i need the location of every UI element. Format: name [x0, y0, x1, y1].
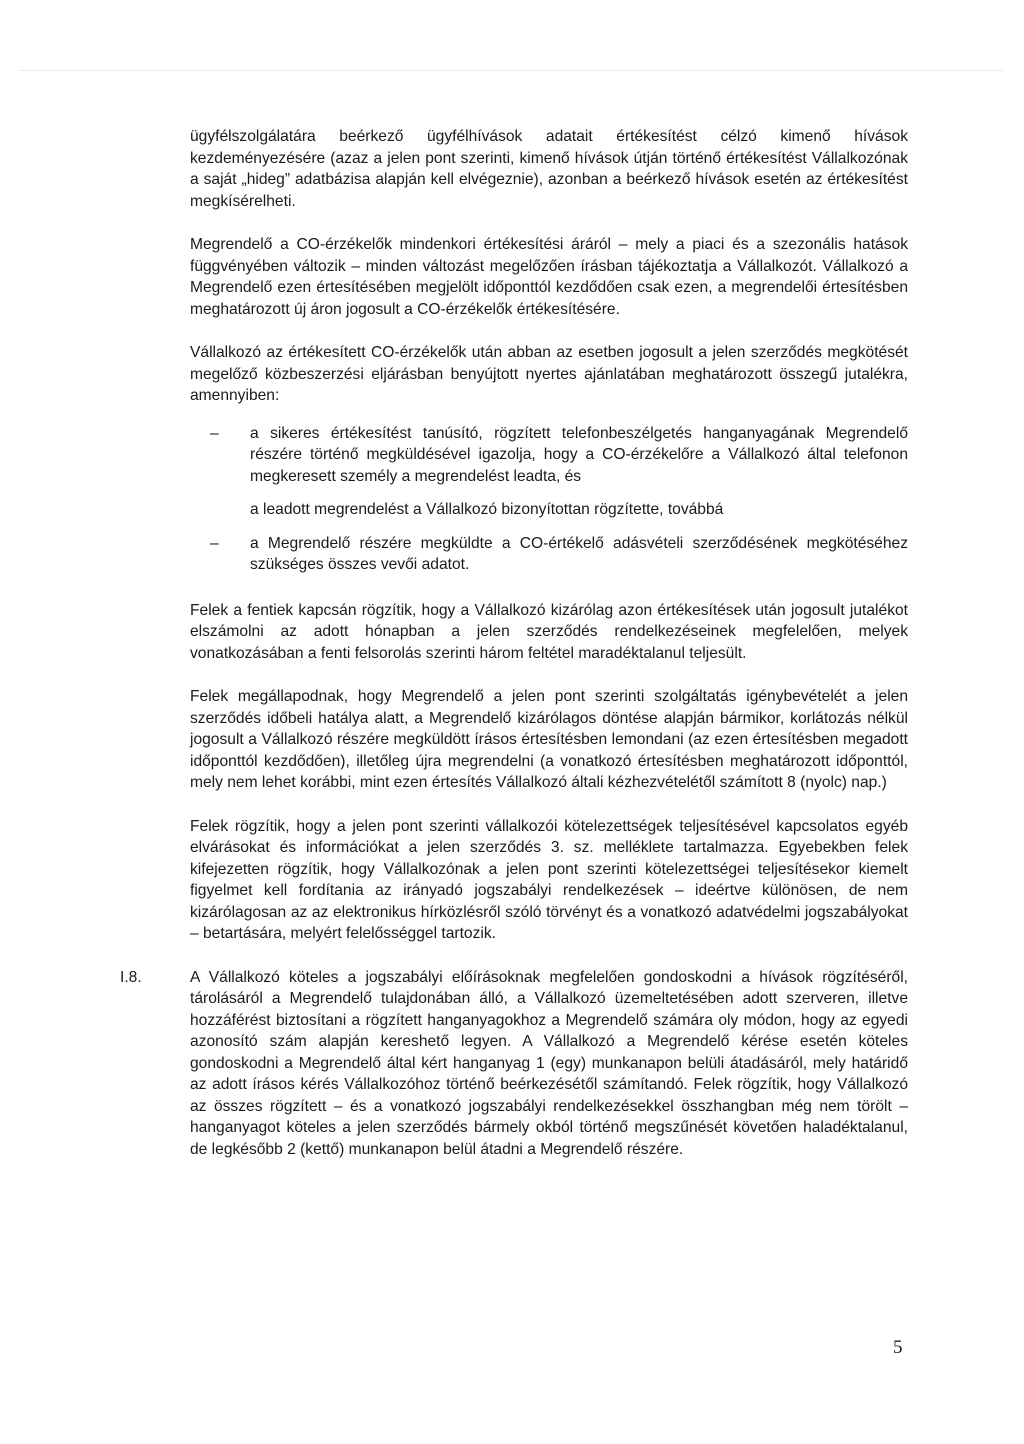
- paragraph-commission-conditions: Vállalkozó az értékesített CO-érzékelők után abban az esetben jogosult a jelen szerződés megkötését megelőző közbeszerzési eljárásban benyújtott nyertes ajánlatában meghatározott összegű jutalékra, amennyiben:: [190, 344, 908, 404]
- paragraph-pricing-notice: Megrendelő a CO-érzékelők mindenkori értékesítési áráról – mely a piaci és a szezonális hatások függvényében változik – minden változást megelőzően írásban tájékoztatja a Vállalkozót. Vállalkozó a Megrendelő ezen értesítésében megjelölt időponttól kezdődően csak ezen, a megrendelői értesítésben meghatározott új áron jogosult a CO-érzékelők értékesítésére.: [190, 236, 908, 318]
- list-item: [190, 423, 908, 488]
- conditions-list: [190, 423, 908, 576]
- section-number: I.8.: [120, 968, 142, 986]
- scan-artifact-line: [20, 70, 1004, 71]
- section-recording: [120, 967, 908, 1161]
- paragraph-obligations: Felek rögzítik, hogy a jelen pont szerinti vállalkozói kötelezettségek teljesítésével kapcsolatos egyéb elvárásokat és információkat a jelen szerződés 3. sz. melléklete tartalmazza. Egyebekben felek kifejezetten rögzítik, hogy Vállalkozónak a jelen pont szerinti kötelezettségei teljesítésekor kiemelt figyelmet kell fordítania az irányadó jogszabályi rendelkezések – ideértve különösen, de nem kizárólagosan az az elektronikus hírközlésről szóló törvényt és a vonatkozó adatvédelmi jogszabályokat – betartására, melyért felelősséggel tartozik.: [190, 817, 908, 942]
- list-item-text: a Megrendelő részére megküldte a CO-értékelő adásvételi szerződésének megkötéséhez szükséges összes vevői adatot.: [250, 534, 908, 573]
- list-item-text: a sikeres értékesítést tanúsító, rögzített telefonbeszélgetés hanganyagának Megrendelő részére történő megküldésével igazolja, hogy a CO-érzékelőre a Vállalkozó által telefonon megkeresett személy a megrendelést leadta, és: [250, 424, 908, 485]
- paragraph-commission-settlement: Felek a fentiek kapcsán rögzítik, hogy a Vállalkozó kizárólag azon értékesítések után jogosult jutalékot elszámolni az adott hónapban a jelen szerződés rendelkezéseinek megfelelően, melyek vonatkozásában a fenti felsorolás szerinti három feltétel maradéktalanul teljesült.: [190, 601, 908, 662]
- document-body: [120, 126, 908, 1182]
- paragraph-service-cancellation: Felek megállapodnak, hogy Megrendelő a jelen pont szerinti szolgáltatás igénybevételét a jelen szerződés időbeli hatálya alatt, a Megrendelő kizárólagos döntése alapján bármikor, korlátozás nélkül jogosult a Vállalkozó részére megküldött írásos értesítésben lemondani (az ezen értesítésben megadott időponttól kezdődően), illetőleg újra megrendelni (a vonatkozó értesítésben meghatározott időponttól, mely nem lehet korábbi, mint ezen értesítés Vállalkozó általi kézhezvételétől számított 8 (nyolc) nap.): [190, 688, 908, 791]
- list-item: [190, 499, 908, 521]
- page-number: 5: [893, 1337, 903, 1358]
- list-item-text: a leadott megrendelést a Vállalkozó bizonyítottan rögzítette, továbbá: [250, 501, 724, 518]
- list-item: [190, 533, 908, 576]
- paragraph-customer-service: ügyfélszolgálatára beérkező ügyfélhívások adatait értékesítést célzó kimenő hívások kezdeményezésére (azaz a jelen pont szerinti, kimenő hívások útján történő értékesítést Vállalkozónak a saját „hideg” adatbázisa alapján kell elvégeznie), azonban a beérkező hívások esetén az értékesítést megkísérelheti.: [190, 128, 908, 210]
- section-text: A Vállalkozó köteles a jogszabályi előírásoknak megfelelően gondoskodni a hívások rögzítéséről, tárolásáról a Megrendelő tulajdonában álló, a Vállalkozó üzemeltetésében adott szerveren, illetve hozzáférést biztosítani a rögzített hanganyagokhoz a Megrendelő számára oly módon, hogy az egyedi azonosító szám alapján kereshető legyen. A Vállalkozó a Megrendelő kérése esetén köteles gondoskodni a Megrendelő által kért hanganyag 1 (egy) munkanapon belüli átadásáról, mely határidő az adott írásos kérés Vállalkozóhoz történő beérkezésétől számítandó. Felek rögzítik, hogy Vállalkozó az összes rögzített – és a vonatkozó jogszabályi rendelkezésekkel összhangban még nem törölt – hanganyagot köteles a jelen szerződés bármely okból történő megszűnését követően haladéktalanul, de legkésőbb 2 (kettő) munkanapon belül átadni a Megrendelő részére.: [190, 968, 908, 1158]
- list-dash: –: [210, 534, 219, 552]
- list-dash: –: [210, 424, 219, 442]
